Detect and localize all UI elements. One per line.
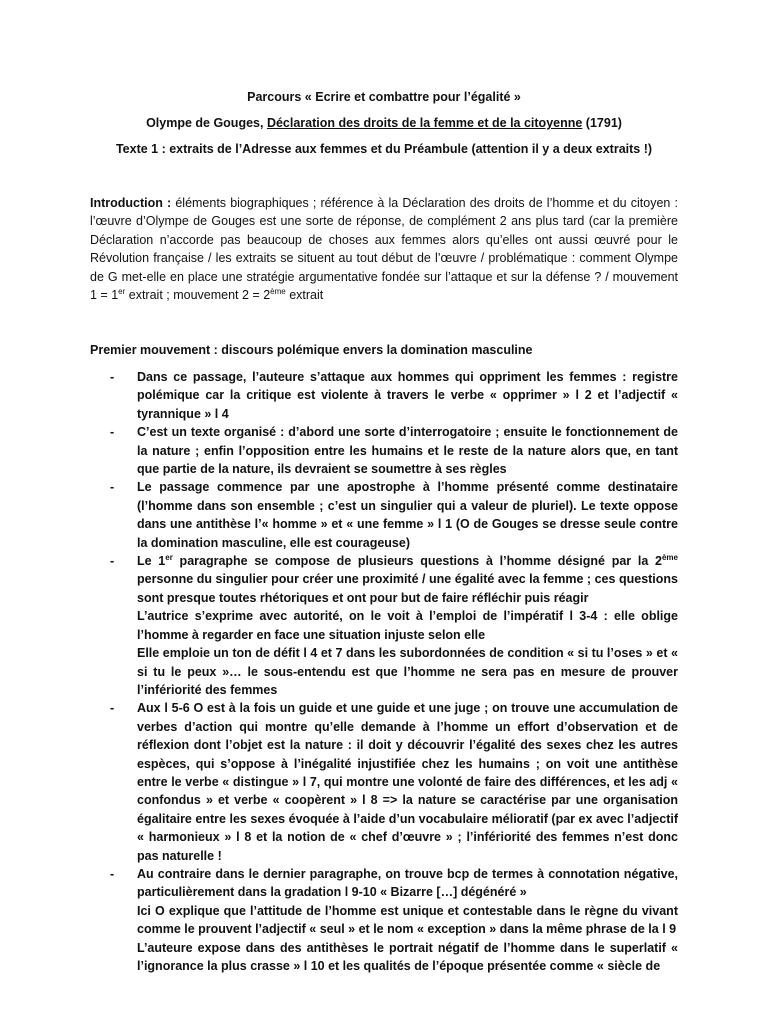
bullet-continuation: L’autrice s’exprime avec autorité, on le voit à l’emploi de l’impératif l 3-4 : elle oblige l’homme à regarder en face une situation injuste selon elle [137,609,678,642]
bullet-dash: - [110,480,115,495]
section-heading-text: Premier mouvement : discours polémique envers la domination masculine [90,343,533,357]
bullet-dash: - [110,866,115,881]
bullet-dash: - [110,370,115,384]
list-item [90,699,678,865]
bullet-list [90,368,678,975]
bullet-sup: er [165,553,173,563]
introduction-label: Introduction : [90,196,172,210]
bullet-text: Au contraire dans le dernier paragraphe, on trouve bcp de termes à connotation négative, particulièrement dans la gradation l 9-10 « Bizarre […] dégénéré » [137,866,678,900]
introduction-paragraph [90,194,678,304]
work-title [90,115,678,131]
text-subtitle [90,141,678,157]
bullet-dash: - [110,554,115,569]
bullet-text-part: personne du singulier pour créer une proximité / une égalité avec la femme ; ces questions sont presque toutes rhétoriques et ont pour but de faire réfléchir puis réagir [137,572,678,605]
bullet-sup: ème [661,553,678,563]
bullet-text-part: Le 1 [137,554,166,569]
bullet-text: C’est un texte organisé : d’abord une sorte d’interrogatoire ; ensuite le fonctionnement de la nature ; enfin l’opposition entre les humains et le reste de la nature alors que, en tant que partie de la nature, ils devraient se soumettre à ses règles [137,425,678,477]
list-item [90,478,678,552]
list-item [90,423,678,478]
bullet-continuation: Elle emploie un ton de défit l 4 et 7 dans les subordonnées de condition « si tu l’oses » et « si tu le peux »… le sous-entendu est que l’homme ne sera pas en mesure de prouver l’infériorité des femmes [137,646,678,697]
bullet-continuation: Ici O explique que l’attitude de l’homme est unique et contestable dans le règne du vivant comme le prouvent l’adjectif « seul » et le nom « exception » dans la même phrase de la l 9 [137,903,678,937]
work-title-underlined: Déclaration des droits de la femme et de la citoyenne [266,116,583,130]
introduction-sup-1: er [118,287,126,297]
bullet-text: Dans ce passage, l’auteure s’attaque aux hommes qui oppriment les femmes : registre polémique car la critique est violente à travers le verbe « opprimer » l 2 et l’adjectif « tyrannique » l 4 [137,370,678,421]
text-subtitle-text: Texte 1 : extraits de l’Adresse aux femmes et du Préambule (attention il y a deux extraits !) [115,142,653,156]
introduction-text-c: extrait [285,288,324,303]
bullet-dash: - [110,425,115,440]
work-year: (1791) [582,116,622,130]
section-heading [90,342,678,358]
course-title [90,89,678,105]
bullet-text-part: paragraphe se compose de plusieurs questions à l’homme désigné par la 2 [172,554,662,569]
bullet-text: Aux l 5-6 O est à la fois un guide et une guide et une juge ; on trouve une accumulation de verbes d’action qui montre qu’elle demande à l’homme un effort d’observation et de réflexion dont l’objet est la nature : il doit y découvrir l’égalité des sexes chez les autres espèces, qui s’oppose à l’inégalité injustifiée chez les humains ; on voit une antithèse entre le verbe « distingue » l 7, qui montre une volonté de faire des différences, et les adj « confondus » et verbe « coopèrent » l 8 => la nature se caractérise par une organisation égalitaire entre les sexes évoquée à l’aide d’un vocabulaire mélioratif (par ex avec l’adjectif « harmonieux » l 8 et la notion de « chef d’œuvre » ; l’infériorité des femmes n’est donc pas naturelle ! [137,701,678,863]
list-item [90,368,678,423]
bullet-text: Le passage commence par une apostrophe à l’homme présenté comme destinataire (l’homme dans son ensemble ; c’est un singulier qui a valeur de pluriel). Le texte oppose dans une antithèse l’« homme » et « une femme » l 1 (O de Gouges se dresse seule contre la domination masculine, elle est courageuse) [137,480,678,550]
introduction-sup-2: ème [270,287,286,297]
list-item [90,865,678,975]
bullet-continuation: L’auteure expose dans des antithèses le portrait négatif de l’homme dans le superlatif « l’ignorance la plus crasse » l 10 et les qualités de l’époque présentée comme « siècle de [137,940,678,973]
bullet-dash: - [110,701,115,716]
list-item [90,552,678,699]
course-title-text: Parcours « Ecrire et combattre pour l’égalité » [247,90,521,104]
introduction-text-b: extrait ; mouvement 2 = 2 [125,288,271,303]
work-author: Olympe de Gouges, [146,116,267,130]
bullet-text [137,552,678,607]
introduction-text-a: éléments biographiques ; référence à la Déclaration des droits de l’homme et du citoyen : l’œuvre d’Olympe de Gouges est une sorte de réponse, de complément 2 ans plus tard (car la première Déclaration n’accorde pas beaucoup de choses aux femmes alors qu’elles ont aussi œuvré pour le Révolution française / les extraits se situent au tout début de l’œuvre / problématique : comment Olympe de G met-elle en place une stratégie argumentative fondée sur l’attaque et sur la défense ? / mouvement 1 = 1 [90,196,678,303]
